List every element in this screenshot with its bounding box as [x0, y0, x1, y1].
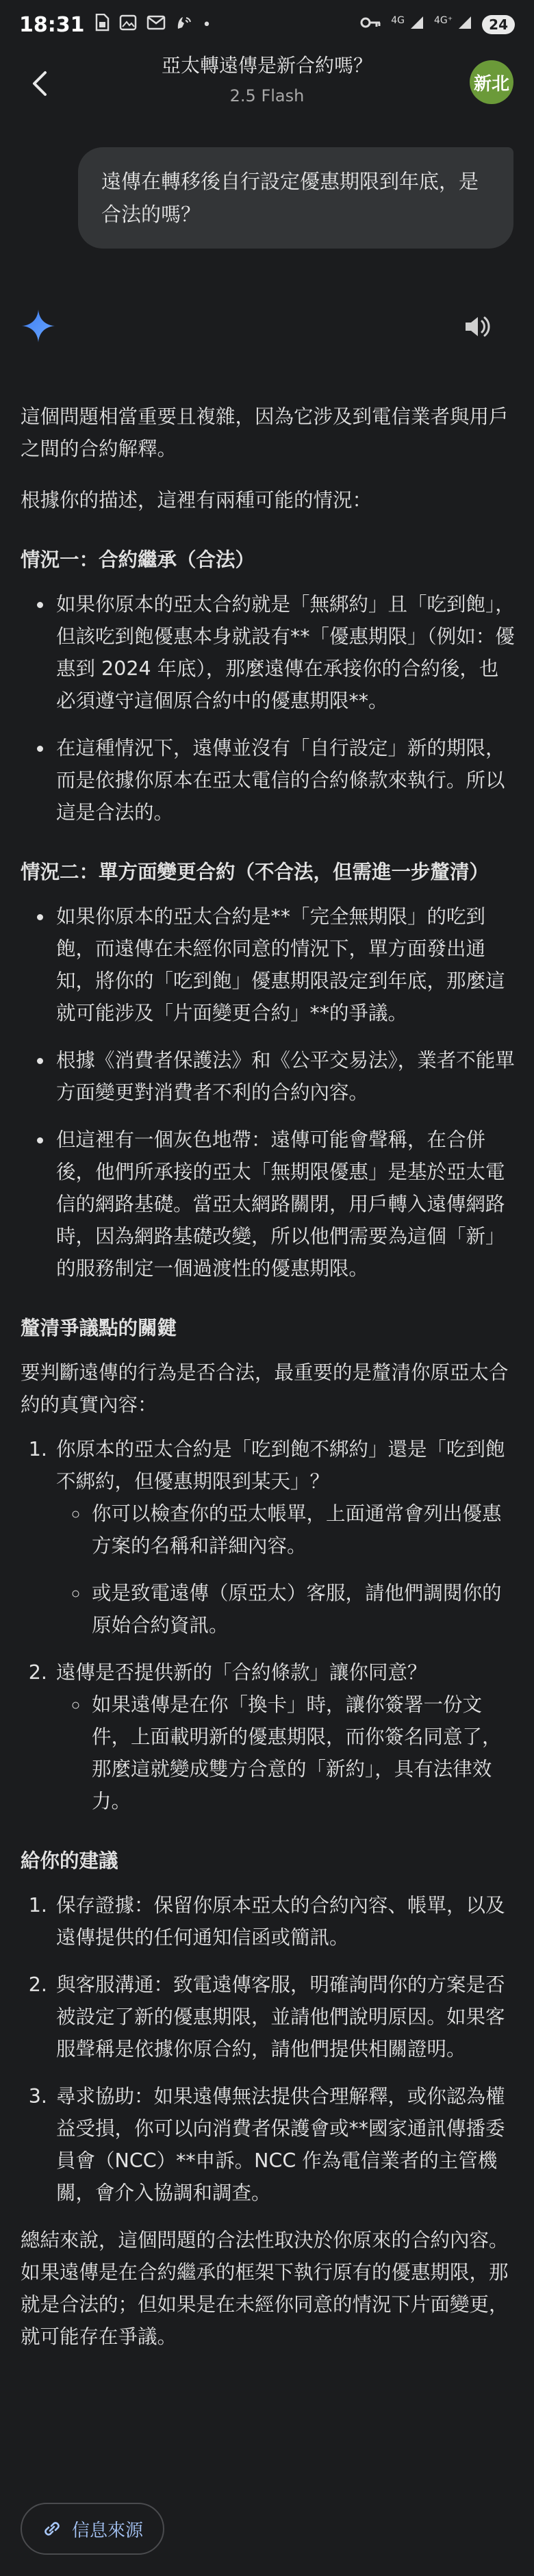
link-icon — [42, 2518, 62, 2539]
app-bar — [0, 49, 534, 126]
battery-indicator: 24 — [482, 15, 515, 34]
avatar-text: 新北 — [473, 73, 509, 94]
case2-heading: 情況二：單方面變更合約（不合法，但需進一步釐清） — [21, 861, 490, 883]
response-body — [21, 401, 515, 2372]
case1-heading: 情況一：合約繼承（合法） — [21, 548, 255, 571]
photo-icon — [119, 14, 137, 36]
status-dot: • — [202, 16, 212, 34]
clarify-list — [21, 1433, 515, 1817]
list-item-text: 遠傳是否提供新的「合約條款」讓你同意？ — [56, 1661, 427, 1684]
sources-label: 信息來源 — [71, 2520, 143, 2541]
case1-list — [21, 588, 515, 829]
sub-list-item: ◦ 如果遠傳是在你「換卡」時，讓你簽署一份文件，上面載明新的優惠期限，而你簽名同意了，那麼這就變成雙方合意的「新約」，具有法律效力。 — [89, 1689, 515, 1817]
wifi-calling-icon — [175, 14, 193, 36]
sources-button[interactable] — [21, 2503, 164, 2555]
chat-title: 亞太轉遠傳是新合約嗎？ — [161, 54, 372, 77]
list-item: 2. 與客服溝通：致電遠傳客服，明確詢問你的方案是否被設定了新的優惠期限，並請他們說明原因。如果客服聲稱是依據你原合約，請他們提供相關證明。 — [53, 1969, 515, 2065]
clarify-heading: 釐清爭議點的關鍵 — [21, 1317, 177, 1339]
network-label: 4G — [391, 15, 405, 26]
sub-list — [56, 1498, 515, 1641]
user-message-text: 遠傳在轉移後自行設定優惠期限到年底，是合法的嗎？ — [101, 170, 479, 226]
advice-list — [21, 1889, 515, 2209]
mail-icon — [147, 15, 166, 34]
list-item: • 但這裡有一個灰色地帶：遠傳可能會聲稱，在合併後，他們所承接的亞太「無期限優惠」是基於亞太電信的網路基礎。當亞太網路關閉，用戶轉入遠傳網路時，因為網路基礎改變，所以他們需要為這個「新」的服務制定一個過渡性的優惠期限。 — [53, 1124, 515, 1285]
list-item: • 根據《消費者保護法》和《公平交易法》，業者不能單方面變更對消費者不利的合約內容。 — [53, 1044, 515, 1109]
status-bar — [0, 0, 534, 49]
intro-paragraph-1: 這個問題相當重要且複雜，因為它涉及到電信業者與用戶之間的合約解釋。 — [21, 405, 509, 460]
network-label-2: 4G⁺ — [434, 15, 453, 26]
list-item: 1. 保存證據：保留你原本亞太的合約內容、帳單，以及遠傳提供的任何通知信函或簡訊。 — [53, 1889, 515, 1954]
status-left — [19, 13, 211, 37]
avatar[interactable] — [470, 60, 513, 104]
user-message-bubble — [78, 147, 513, 249]
title-block[interactable] — [103, 52, 431, 108]
sub-list-item: ◦ 你可以檢查你的亞太帳單，上面通常會列出優惠方案的名稱和詳細內容。 — [89, 1498, 515, 1562]
back-arrow-icon — [30, 70, 49, 97]
signal-bars-icon — [434, 15, 472, 34]
conclusion-paragraph: 總結來說，這個問題的合法性取決於你原來的合約內容。如果遠傳是在合約繼承的框架下執行原有的優惠期限，那就是合法的；但如果是在未經你同意的情況下片面變更，就可能存在爭議。 — [21, 2229, 509, 2348]
list-item: • 如果你原本的亞太合約就是「無綁約」且「吃到飽」，但該吃到飽優惠本身就設有**「優惠期限」（例如：優惠到 2024 年底），那麼遠傳在承接你的合約後，也必須遵守這個原合約中的優惠期限**。 — [53, 588, 515, 717]
sub-list — [56, 1689, 515, 1817]
advice-heading: 給你的建議 — [21, 1849, 118, 1872]
case2-list — [21, 900, 515, 1285]
back-button[interactable] — [19, 63, 60, 104]
read-aloud-button[interactable] — [461, 311, 493, 342]
speaker-icon — [461, 311, 493, 342]
clarify-intro: 要判斷遠傳的行為是否合法，最重要的是釐清你原亞太合約的真實內容： — [21, 1361, 509, 1416]
list-item: • 在這種情況下，遠傳並沒有「自行設定」新的期限，而是依據你原本在亞太電信的合約條款來執行。所以這是合法的。 — [53, 732, 515, 829]
gemini-spark-icon — [21, 308, 56, 344]
key-icon — [359, 16, 381, 34]
signal-4g-icon — [391, 15, 424, 34]
list-item: 3. 尋求協助：如果遠傳無法提供合理解釋，或你認為權益受損，你可以向消費者保護會或**國家通訊傳播委員會（NCC）**申訴。NCC 作為電信業者的主管機關，會介入協調和調查。 — [53, 2080, 515, 2209]
intro-paragraph-2: 根據你的描述，這裡有兩種可能的情況： — [21, 489, 372, 512]
list-item: • 如果你原本的亞太合約是**「完全無期限」的吃到飽，而遠傳在未經你同意的情況下，單方面發出通知，將你的「吃到飽」優惠期限設定到年底，那麼這就可能涉及「片面變更合約」**的爭議。 — [53, 900, 515, 1029]
sub-list-item: ◦ 或是致電遠傳（原亞太）客服，請他們調閱你的原始合約資訊。 — [89, 1577, 515, 1641]
list-item — [53, 1656, 515, 1817]
list-item-text: 你原本的亞太合約是「吃到飽不綁約」還是「吃到飽不綁約，但優惠期限到某天」？ — [56, 1438, 505, 1493]
response-header — [0, 294, 534, 356]
sim-icon — [94, 14, 110, 36]
status-right — [359, 15, 515, 34]
model-name: 2.5 Flash — [229, 86, 305, 105]
status-time: 18:31 — [19, 12, 85, 37]
list-item — [53, 1433, 515, 1641]
